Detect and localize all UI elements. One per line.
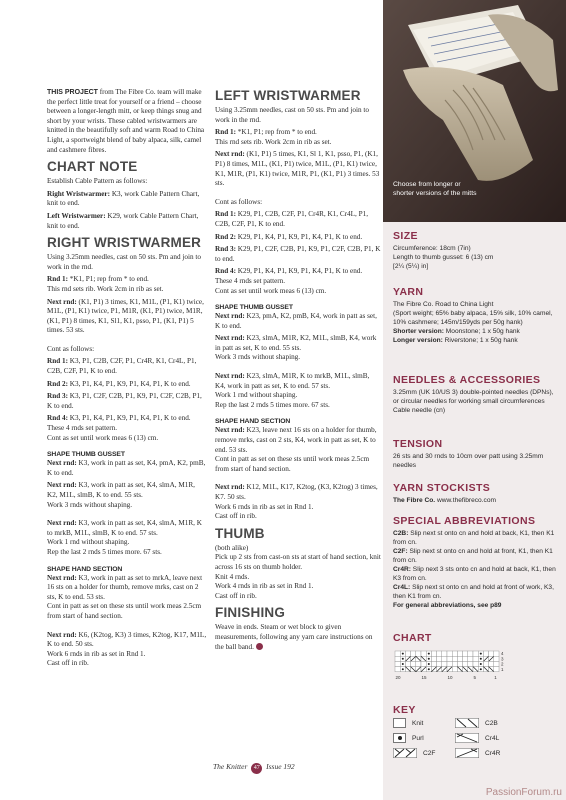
chart-stitch-mark <box>428 658 430 660</box>
end-mark-icon <box>256 643 263 650</box>
chart-cell <box>463 661 468 666</box>
chart-cell <box>442 661 447 666</box>
chart-row-label: 1 <box>501 666 504 672</box>
chart-col-label: 1 <box>494 674 497 680</box>
c2b-symbol-icon <box>455 718 479 728</box>
chart-row-label: 2 <box>501 661 504 667</box>
key-heading-box: KEY <box>393 704 416 716</box>
chart-stitch-mark <box>402 653 404 655</box>
chart-cell <box>395 651 400 656</box>
chart-cell <box>421 661 426 666</box>
chart-stitch-mark <box>428 653 430 655</box>
right-wristwarmer-heading: RIGHT WRISTWARMER <box>47 235 202 251</box>
chart-cell <box>468 656 473 661</box>
size-section: SIZE Circumference: 18cm (7in) Length to thumb gusset: 6 (13) cm [2¼ (5¼) in] <box>393 230 494 270</box>
chart-stitch-mark <box>428 668 430 670</box>
chart-cell <box>447 656 452 661</box>
chart-cell <box>431 651 436 656</box>
chart-cell <box>473 661 478 666</box>
chart-cell <box>473 651 478 656</box>
key-cr4r: Cr4R <box>455 748 500 758</box>
purl-symbol-icon <box>393 733 406 743</box>
chart-row-label: 4 <box>501 651 504 657</box>
cable-chart-svg <box>393 650 523 692</box>
chart-cell <box>431 656 436 661</box>
key-knit: Knit <box>393 718 423 728</box>
chart-cell <box>405 651 410 656</box>
chart-cell <box>411 651 416 656</box>
left-thumb-gusset-heading: SHAPE THUMB GUSSET <box>215 304 293 312</box>
cable-chart <box>393 650 513 692</box>
left-hand-section-heading: SHAPE HAND SECTION <box>215 418 291 426</box>
chart-cell <box>473 656 478 661</box>
chart-cell <box>457 656 462 661</box>
chart-cell <box>494 651 499 656</box>
chart-cell <box>463 651 468 656</box>
chart-row-label: 3 <box>501 656 504 662</box>
left-wristwarmer-heading: LEFT WRISTWARMER <box>215 88 361 103</box>
chart-cell <box>437 656 442 661</box>
sidebar <box>383 0 566 800</box>
chart-section: CHART <box>393 632 432 644</box>
chart-stitch-mark <box>480 668 482 670</box>
chart-cell <box>494 661 499 666</box>
chart-cell <box>431 661 436 666</box>
c2f-symbol-icon <box>393 748 417 758</box>
knit-symbol-icon <box>393 718 406 728</box>
chart-cell <box>442 651 447 656</box>
photo-caption: Choose from longer or shorter versions of the mitts <box>393 181 477 197</box>
chart-stitch-mark <box>402 658 404 660</box>
chart-cell <box>395 656 400 661</box>
chart-cell <box>452 656 457 661</box>
chart-stitch-mark <box>428 663 430 665</box>
chart-cell <box>405 661 410 666</box>
chart-cell <box>463 656 468 661</box>
chart-cell <box>421 651 426 656</box>
stockists-section: YARN STOCKISTS The Fibre Co. www.thefibreco.com <box>393 482 496 504</box>
chart-col-label: 5 <box>473 674 477 680</box>
key-c2b: C2B <box>455 718 498 728</box>
chart-note-heading: CHART NOTE <box>47 159 138 175</box>
chart-col-label: 15 <box>421 674 427 680</box>
chart-stitch-mark <box>480 658 482 660</box>
chart-cell <box>447 651 452 656</box>
chart-stitch-mark <box>480 653 482 655</box>
intro-paragraph: THIS PROJECT from The Fibre Co. team will make the perfect little treat for yourself or a friend – choose between a longer-length mitt, or keep things snug and short by your wrists. These cabled wristwarmers are knitted in the beautifully soft and warm Road to China Light, a sportweight blend of baby alpaca, silk, camel and cashmere fibres. <box>47 88 205 154</box>
chart-cell <box>468 651 473 656</box>
page-footer: The Knitter 47 Issue 192 <box>213 762 295 774</box>
chart-cell <box>411 661 416 666</box>
chart-cell <box>395 661 400 666</box>
finishing-heading: FINISHING <box>215 605 286 621</box>
chart-stitch-mark <box>402 668 404 670</box>
chart-cell <box>494 656 499 661</box>
chart-cell <box>452 661 457 666</box>
tension-section: TENSION 26 sts and 30 rnds to 10cm over patt using 3.25mm needles <box>393 438 544 469</box>
chart-cell <box>457 651 462 656</box>
column-middle: LEFT WRISTWARMER Using 3.25mm needles, cast on 50 sts. Pm and join to work in the rnd. Rnd 1: *K1, P1; rep from * to end. This rnd sets rib. Work 2cm in rib as set. Next rnd: (K1, P1) 5 times, K1, Sl 1, K1, psso, P1, (K1, P1) 8 times, M1L, (K1, P1) twice, M1L, (P1, K1) twice, K1, M1R, (P1, K1) twice, M1R, P1, (K1, P1) 3 times. 53 sts. Cont as follows: Rnd 1: K29, P1, C2B, C2F, P1, Cr4R, K1, Cr4L, P1, C2B, C2F, P1, K to end. Rnd 2: K29, P1, K4, P1, K9, P1, K4, P1, K to end. Rnd 3: K29, P1, C2F, C2B, P1, K9, P1, C2F, C2B, P1, K to end. Rnd 4: K29, P1, K4, P1, K9, P1, K4, P1, K to end. These 4 rnds set pattern. Cont as set until work meas 6 (13) cm. SHAPE THUMB GUSSET Next rnd: K23, pmA, K2, pmB, K4, work in patt as set, K to end. Next rnd: K23, slmA, M1R, K2, M1L, slmB, K4, work in patt as set, K to end. 55 sts. Work 3 rnds without shaping. Next rnd: K23, slmA, M1R, K to mrkB, M1L, slmB, K4, work in patt as set, K to end. 57 sts. Work 1 rnd without shaping. Rep the last 2 rnds 5 times more. 67 sts. SHAPE HAND SECTION Next rnd: K23, leave next 16 sts on a holder for thumb, remove mrks, cast on 2 sts, K4, work in patt as set, K to end. 53 sts. Cont in patt as set on these sts until work meas 2.5cm from start of hand section. Next rnd: K12, M1L, K17, K2tog, (K3, K2tog) 3 times, K7. 50 sts. Work 6 rnds in rib as set in Rnd 1. Cast off in rib. THUMB (both alike) Pick up 2 sts from cast-on sts at start of hand section, knit across 16 sts on thumb holder. Knit 4 rnds. Work 4 rnds in rib as set in Rnd 1. Cast off in rib. FINISHING Weave in ends. Steam or wet block to given measurements, following any yarn care instructions on the ball band. <box>215 88 381 651</box>
chart-note-right: Right Wristwarmer: K3, work Cable Pattern Chart, knit to end. <box>47 189 200 208</box>
watermark: PassionForum.ru <box>485 787 562 798</box>
chart-cell <box>483 651 488 656</box>
chart-note-line: Establish Cable Pattern as follows: <box>47 177 148 186</box>
yarn-section: YARN The Fibre Co. Road to China Light (Sport weight; 65% baby alpaca, 15% silk, 10% camel, 10% cashmere; 145m/159yds per 50g hank) Shorter version: Moonstone; 1 x 50g hank Longer version: Riverstone; 1 x 50g hank <box>393 286 553 344</box>
chart-cell <box>494 667 499 672</box>
chart-col-label: 10 <box>447 674 453 680</box>
chart-cell <box>442 656 447 661</box>
mitts-photo <box>383 0 566 222</box>
right-thumb-gusset-heading: SHAPE THUMB GUSSET <box>47 451 125 459</box>
chart-cell <box>452 651 457 656</box>
thumb-heading: THUMB <box>215 525 265 541</box>
key-cr4l: Cr4L <box>455 733 499 743</box>
chart-cell <box>395 667 400 672</box>
chart-cell <box>489 651 494 656</box>
abbreviations-section: SPECIAL ABBREVIATIONS C2B: Slip next st onto cn and hold at back, K1, then K1 from cn. C2F: Slip next st onto cn and hold at front, K1, then K1 from cn. Cr4R: Slip next 3 sts onto cn and hold at back, K1, then K3 from cn. Cr4L: Slip next st onto cn and hold at front of work, K3, then K1 from cn. For general abbreviations, see p89 <box>393 515 556 609</box>
key-c2f: C2F <box>393 748 435 758</box>
needles-section: NEEDLES & ACCESSORIES 3.25mm (UK 10/US 3) double-pointed needles (DPNs), or circular needles for working small circumferences Cable needle (cn) <box>393 374 554 414</box>
column-left: THIS PROJECT from The Fibre Co. team will make the perfect little treat for yourself or a friend – choose between a longer-length mitt, or keep things snug and short by your wrists. These cabled wristwarmers are knitted in the beautifully soft and warm Road to China Light, a sportweight blend of baby alpaca, silk, camel and cashmere fibres. CHART NOTE Establish Cable Pattern as follows: Right Wristwarmer: K3, work Cable Pattern Chart, knit to end. Left Wristwarmer: K29, work Cable Pattern Chart, knit to end. RIGHT WRISTWARMER Using 3.25mm needles, cast on 50 sts. Pm and join to work in the rnd. Rnd 1: *K1, P1; rep from * to end. This rnd sets rib. Work 2cm in rib as set. Next rnd: (K1, P1) 3 times, K1, M1L, (P1, K1) twice, M1L, (P1, K1) twice, P1, M1R, (K1, P1) twice, M1R, (K1, P1) 8 times, K1, Sl1, K1, psso, P1, (K1, P1) 5 times. 53 sts. Cont as follows: Rnd 1: K3, P1, C2B, C2F, P1, Cr4R, K1, Cr4L, P1, C2B, C2F, P1, K to end. Rnd 2: K3, P1, K4, P1, K9, P1, K4, P1, K to end. Rnd 3: K3, P1, C2F, C2B, P1, K9, P1, C2F, C2B, P1, K to end. Rnd 4: K3, P1, K4, P1, K9, P1, K4, P1, K to end. These 4 rnds set pattern. Cont as set until work meas 6 (13) cm. SHAPE THUMB GUSSET Next rnd: K3, work in patt as set, K4, pmA, K2, pmB, K to end. Next rnd: K3, work in patt as set, K4, slmA, M1R, K2, M1L, slmB, K to end. 55 sts. Work 3 rnds without shaping. Next rnd: K3, work in patt as set, K4, slmA, M1R, K to mrkB, M1L, slmB, K to end. 57 sts. Work 1 rnd without shaping. Rep the last 2 rnds 5 times more. 67 sts. SHAPE HAND SECTION Next rnd: K3, work in patt as set to mrkA, leave next 16 sts on a holder for thumb, remove mrks, cast on 2 sts, K to end. 53 sts. Cont in patt as set on these sts until work meas 2.5cm from start of hand section. Next rnd: K6, (K2tog, K3) 3 times, K2tog, K17, M1L, K to end. 50 sts. Work 6 rnds in rib as set in Rnd 1. Cast off in rib. <box>47 88 207 668</box>
chart-cell <box>416 651 421 656</box>
chart-cell <box>452 667 457 672</box>
chart-stitch-mark <box>480 663 482 665</box>
chart-note-left: Left Wristwarmer: K29, work Cable Pattern Chart, knit to end. <box>47 211 199 230</box>
right-hand-section-heading: SHAPE HAND SECTION <box>47 565 123 573</box>
page-number: 47 <box>251 763 262 774</box>
chart-cell <box>457 661 462 666</box>
chart-cell <box>447 661 452 666</box>
chart-col-label: 20 <box>395 674 401 680</box>
chart-stitch-mark <box>402 663 404 665</box>
chart-cell <box>416 661 421 666</box>
chart-cell <box>468 661 473 666</box>
cr4l-symbol-icon <box>455 733 479 743</box>
chart-cell <box>437 661 442 666</box>
cr4r-symbol-icon <box>455 748 479 758</box>
chart-cell <box>489 661 494 666</box>
chart-cell <box>437 651 442 656</box>
key-purl: Purl <box>393 733 424 743</box>
chart-cell <box>483 661 488 666</box>
